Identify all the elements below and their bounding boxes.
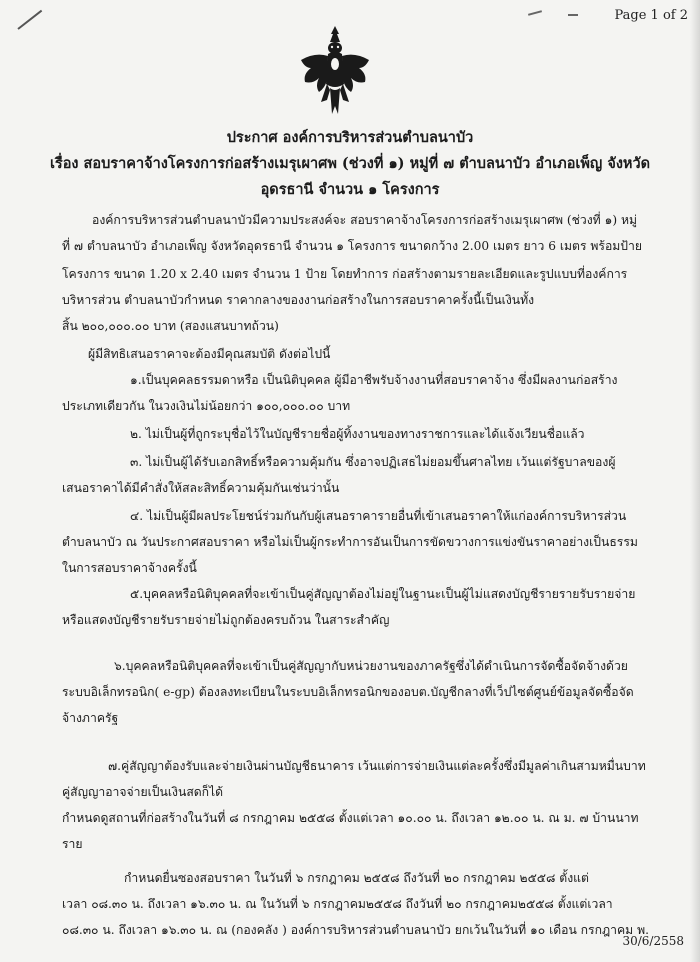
intro-line: บริหารส่วน ตำบลนาบัวกำหนด ราคากลางของงานก่อสร้างในการสอบราคาครั้งนี้เป็นเงินทั้ง <box>62 293 535 307</box>
site-visit-line: กำหนดดูสถานที่ก่อสร้างในวันที่ ๘ กรกฎาคม ๒๕๕๘ ตั้งแต่เวลา ๑๐.๐๐ น. ถึงเวลา ๑๒.๐๐ น. ณ ม. ๗ บ้านนาท <box>62 811 639 825</box>
qualification-item-4: ตำบลนาบัว ณ วันประกาศสอบราคา หรือไม่เป็นผู้กระทำการอันเป็นการขัดขวางการแข่งขันราคาอย่างเป็นธรรม <box>62 535 638 549</box>
announcement-title: ประกาศ องค์การบริหารส่วนตำบลนาบัว <box>226 129 474 146</box>
submission-line: เวลา ๐๘.๓๐ น. ถึงเวลา ๑๖.๓๐ น. ณ ในวันที่ ๖ กรกฎาคม๒๕๕๘ ถึงวันที่ ๒๐ กรกฎาคม๒๕๕๘ ตั้งแต่เวลา <box>62 897 613 911</box>
subject-title-line: อุดรธานี จำนวน ๑ โครงการ <box>260 181 440 198</box>
pen-mark <box>568 14 578 16</box>
qualification-item-4: ในการสอบราคาจ้างครั้งนี้ <box>62 561 197 575</box>
scan-edge-shadow <box>690 0 700 962</box>
submission-line: ๐๘.๓๐ น. ถึงเวลา ๑๖.๓๐ น. ณ (กองคลัง ) องค์การบริหารส่วนตำบลนาบัว ยกเว้นในวันที่ ๑๐ เดือน กรกฎาคม พ. <box>62 923 649 937</box>
qualification-item-5: หรือแสดงบัญชีรายรับรายจ่ายไม่ถูกต้องครบถ้วน ในสาระสำคัญ <box>62 613 390 627</box>
qualification-item-3: เสนอราคาได้มีคำสั่งให้สละสิทธิ์ความคุ้มกันเช่นว่านั้น <box>62 481 340 495</box>
qualification-item-2: ๒. ไม่เป็นผู้ที่ถูกระบุชื่อไว้ในบัญชีรายชื่อผู้ทิ้งงานของทางราชการและได้แจ้งเวียนชื่อแล้ว <box>130 427 585 441</box>
submission-line: กำหนดยื่นซองสอบราคา ในวันที่ ๖ กรกฎาคม ๒๕๕๘ ถึงวันที่ ๒๐ กรกฎาคม ๒๕๕๘ ตั้งแต่ <box>124 871 589 885</box>
qualification-item-3: ๓. ไม่เป็นผู้ได้รับเอกสิทธิ์หรือความคุ้มกัน ซึ่งอาจปฏิเสธไม่ยอมขึ้นศาลไทย เว้นแต่รัฐบาลของผู้ <box>130 455 616 469</box>
subject-title-line: เรื่อง สอบราคาจ้างโครงการก่อสร้างเมรุเผาศพ (ช่วงที่ ๑) หมู่ที่ ๗ ตำบลนาบัว อำเภอเพ็ญ จังหวัด <box>49 155 651 172</box>
intro-line: โครงการ ขนาด 1.20 x 2.40 เมตร จำนวน 1 ป้าย โดยทำการ ก่อสร้างตามรายละเอียดและรูปแบบที่องค์การ <box>62 267 628 281</box>
qualification-item-6: ระบบอิเล็กทรอนิก( e-gp) ต้องลงทะเบียนในระบบอิเล็กทรอนิกของอบต.บัญชีกลางที่เว็ปไซต์ศูนย์ข้อมูลจัดซื้อจัด <box>62 685 634 699</box>
qualification-item-1: ประเภทเดียวกัน ในวงเงินไม่น้อยกว่า ๑๐๐,๐๐๐.๐๐ บาท <box>62 399 351 413</box>
qualification-heading: ผู้มีสิทธิเสนอราคาจะต้องมีคุณสมบัติ ดังต่อไปนี้ <box>88 347 331 361</box>
pen-mark <box>17 10 42 30</box>
qualification-item-7: ๗.คู่สัญญาต้องรับและจ่ายเงินผ่านบัญชีธนาคาร เว้นแต่การจ่ายเงินแต่ละครั้งซึ่งมีมูลค่าเกินสามหมื่นบาท <box>108 759 646 773</box>
qualification-item-7: คู่สัญญาอาจจ่ายเป็นเงินสดก็ได้ <box>62 785 224 799</box>
intro-line: สิ้น ๒๐๐,๐๐๐.๐๐ บาท (สองแสนบาทถ้วน) <box>62 319 279 333</box>
qualification-item-6: จ้างภาครัฐ <box>62 711 119 725</box>
qualification-item-5: ๕.บุคคลหรือนิติบุคคลที่จะเข้าเป็นคู่สัญญาต้องไม่อยู่ในฐานะเป็นผู้ไม่แสดงบัญชีรายรายรับรายจ่าย <box>130 587 636 601</box>
qualification-item-4: ๔. ไม่เป็นผู้มีผลประโยชน์ร่วมกันกับผู้เสนอราคารายอื่นที่เข้าเสนอราคาให้แก่องค์การบริหารส่วน <box>130 509 627 523</box>
pen-mark <box>528 10 542 16</box>
site-visit-line: ราย <box>62 837 83 851</box>
qualification-item-6: ๖.บุคคลหรือนิติบุคคลที่จะเข้าเป็นคู่สัญญากับหน่วยงานของภาครัฐซึ่งได้ดำเนินการจัดซื้อจัดจ้างด้วย <box>114 659 628 673</box>
intro-line: ที่ ๗ ตำบลนาบัว อำเภอเพ็ญ จังหวัดอุดรธานี จำนวน ๑ โครงการ ขนาดกว้าง 2.00 เมตร ยาว 6 เมตร พร้อมป้าย <box>62 239 643 253</box>
footer-date: 30/6/2558 <box>622 934 684 948</box>
garuda-emblem-icon <box>297 24 373 116</box>
page-number: Page 1 of 2 <box>614 8 688 23</box>
qualification-item-1: ๑.เป็นบุคคลธรรมดาหรือ เป็นนิติบุคคล ผู้มีอาชีพรับจ้างงานที่สอบราคาจ้าง ซึ่งมีผลงานก่อสร้าง <box>130 373 618 387</box>
intro-line: องค์การบริหารส่วนตำบลนาบัวมีความประสงค์จะ สอบราคาจ้างโครงการก่อสร้างเมรุเผาศพ (ช่วงที่ ๑) หมู่ <box>92 213 638 227</box>
